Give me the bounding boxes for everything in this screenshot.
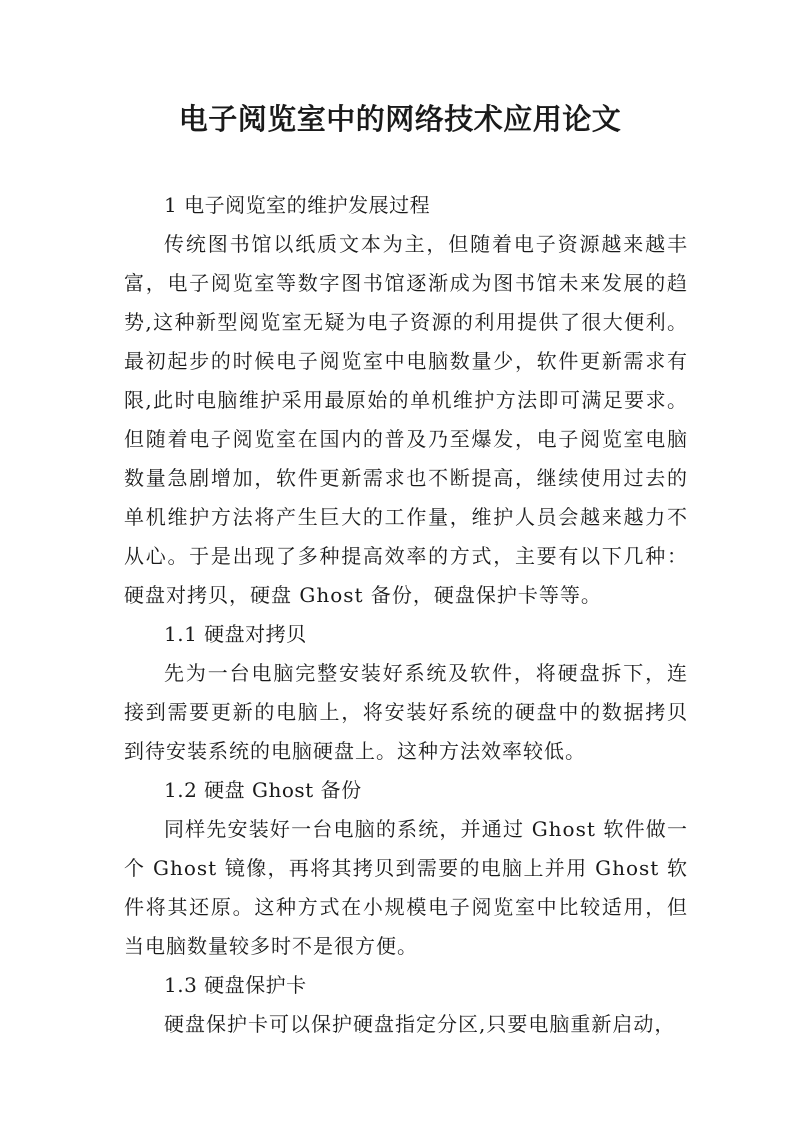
body-paragraph-4: 硬盘保护卡可以保护硬盘指定分区,只要电脑重新启动， bbox=[164, 1012, 676, 1036]
section-heading-1-1: 1.1 硬盘对拷贝 bbox=[164, 622, 307, 646]
section-heading-1-2: 1.2 硬盘 Ghost 备份 bbox=[164, 778, 362, 802]
body-paragraph-3: 同样先安装好一台电脑的系统，并通过 Ghost 软件做一个 Ghost 镜像，再将其拷贝到需要的电脑上并用 Ghost 软件将其还原。这种方式在小规模电子阅览室中比较适用，但当电脑数量较多时不是很方便。 bbox=[124, 817, 688, 958]
document-title: 电子阅览室中的网络技术应用论文 bbox=[178, 102, 622, 136]
section-heading-1: 1 电子阅览室的维护发展过程 bbox=[164, 193, 431, 217]
body-paragraph-1: 传统图书馆以纸质文本为主，但随着电子资源越来越丰富，电子阅览室等数字图书馆逐渐成为图书馆未来发展的趋势,这种新型阅览室无疑为电子资源的利用提供了很大便利。最初起步的时候电子阅览室中电脑数量少，软件更新需求有限,此时电脑维护采用最原始的单机维护方法即可满足要求。但随着电子阅览室在国内的普及乃至爆发，电子阅览室电脑数量急剧增加，软件更新需求也不断提高，继续使用过去的单机维护方法将产生巨大的工作量，维护人员会越来越力不从心。于是出现了多种提高效率的方式，主要有以下几种：硬盘对拷贝，硬盘 Ghost 备份，硬盘保护卡等等。 bbox=[124, 232, 688, 607]
body-paragraph-2: 先为一台电脑完整安装好系统及软件，将硬盘拆下，连接到需要更新的电脑上，将安装好系统的硬盘中的数据拷贝到待安装系统的电脑硬盘上。这种方法效率较低。 bbox=[124, 661, 688, 763]
section-heading-1-3: 1.3 硬盘保护卡 bbox=[164, 973, 307, 997]
document-body bbox=[124, 186, 688, 1044]
